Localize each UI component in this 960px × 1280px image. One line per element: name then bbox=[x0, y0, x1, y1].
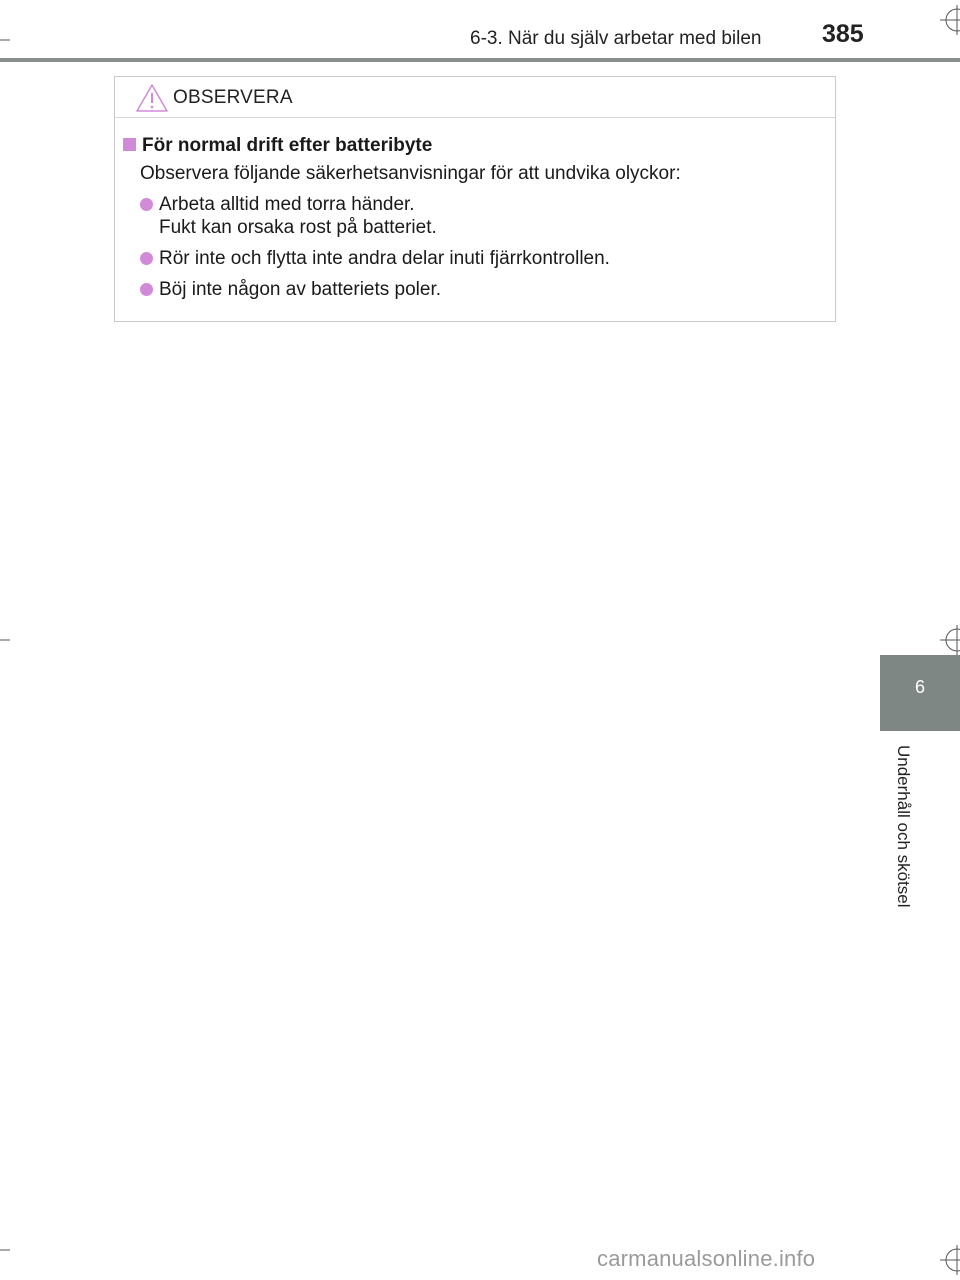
section-heading bbox=[123, 135, 432, 157]
bullet-dot-icon bbox=[140, 283, 153, 296]
list-item-line: Arbeta alltid med torra händer. bbox=[159, 194, 415, 215]
bullet-dot-icon bbox=[140, 252, 153, 265]
list-item-line: Fukt kan orsaka rost på batteriet. bbox=[159, 217, 437, 238]
section-title: 6-3. När du själv arbetar med bilen bbox=[470, 28, 762, 49]
intro-paragraph: Observera följande säkerhetsanvisningar för att undvika olyckor: bbox=[140, 163, 681, 184]
notice-box bbox=[114, 76, 836, 322]
chapter-label bbox=[893, 745, 917, 945]
chapter-tab bbox=[880, 655, 960, 731]
notice-header bbox=[115, 77, 835, 118]
watermark: carmanualsonline.info bbox=[597, 1246, 816, 1271]
list-item bbox=[140, 247, 610, 270]
warning-triangle-icon bbox=[135, 83, 169, 113]
bullet-dot-icon bbox=[140, 198, 153, 211]
page-number: 385 bbox=[822, 20, 864, 48]
list-item bbox=[140, 278, 441, 301]
section-heading-text: För normal drift efter batteribyte bbox=[142, 135, 433, 156]
header-divider bbox=[0, 58, 960, 62]
square-bullet-icon bbox=[123, 138, 136, 151]
list-item-line: Böj inte någon av batteriets poler. bbox=[159, 279, 442, 300]
chapter-label-text: Underhåll och skötsel bbox=[894, 745, 913, 908]
list-item bbox=[140, 193, 437, 239]
chapter-number: 6 bbox=[914, 677, 925, 697]
notice-title: OBSERVERA bbox=[173, 87, 293, 108]
list-item-line: Rör inte och flytta inte andra delar inuti fjärrkontrollen. bbox=[159, 248, 610, 269]
